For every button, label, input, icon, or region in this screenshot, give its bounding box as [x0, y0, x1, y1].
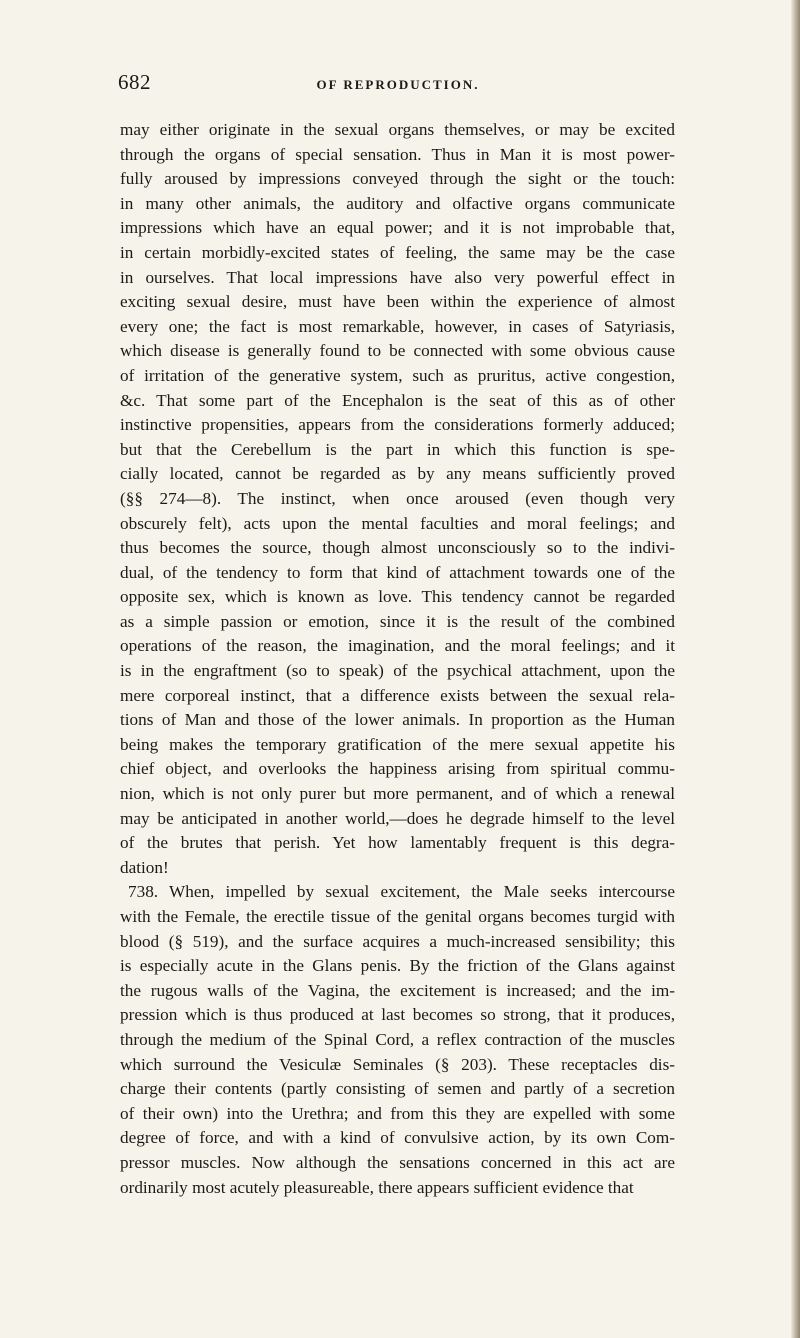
text-line: degree of force, and with a kind of convulsive action, by its own Com- [120, 1128, 675, 1148]
paragraph-start-738: 738. When, impelled by sexual excitement, the Male seeks intercourse [128, 882, 675, 902]
text-line: ordinarily most acutely pleasureable, there appears sufficient evidence that [120, 1177, 634, 1197]
text-line: may either originate in the sexual organs themselves, or may be excited [120, 120, 675, 139]
text-line: the rugous walls of the Vagina, the excitement is increased; and the im- [120, 980, 675, 1000]
running-head [118, 72, 678, 98]
text-line: through the organs of special sensation. Thus in Man it is most power- [120, 144, 675, 164]
text-line: (§§ 274—8). The instinct, when once aroused (even though very [120, 488, 675, 508]
text-line: mere corporeal instinct, that a difference exists between the sexual rela- [120, 685, 675, 705]
text-line: with the Female, the erectile tissue of the genital organs becomes turgid with [120, 907, 675, 926]
text-line: cially located, cannot be regarded as by any means sufficiently proved [120, 464, 675, 484]
text-line: blood (§ 519), and the surface acquires a much-increased sensibility; this [120, 931, 675, 951]
text-line: opposite sex, which is known as love. This tendency cannot be regarded [120, 587, 675, 607]
text-line: instinctive propensities, appears from the considerations formerly adduced; [120, 415, 675, 435]
text-line: pression which is thus produced at last becomes so strong, that it produces, [120, 1005, 675, 1025]
text-line: exciting sexual desire, must have been within the experience of almost [120, 292, 675, 312]
text-line: may be anticipated in another world,—does he degrade himself to the level [120, 808, 675, 828]
text-line: is in the engraftment (so to speak) of the psychical attachment, upon the [120, 661, 675, 681]
text-line: chief object, and overlooks the happiness arising from spiritual commu- [120, 759, 675, 779]
text-line: operations of the reason, the imagination, and the moral feelings; and it [120, 636, 675, 656]
text-line: of irritation of the generative system, such as pruritus, active congestion, [120, 365, 675, 385]
text-line: obscurely felt), acts upon the mental faculties and moral feelings; and [120, 513, 675, 533]
page-edge [791, 0, 800, 1338]
text-line: through the medium of the Spinal Cord, a reflex contraction of the muscles [120, 1029, 675, 1049]
text-line: every one; the fact is most remarkable, however, in cases of Satyriasis, [120, 316, 675, 336]
text-line: thus becomes the source, though almost unconsciously so to the indivi- [120, 538, 675, 558]
text-line: which disease is generally found to be connected with some obvious cause [120, 341, 675, 361]
text-line: in ourselves. That local impressions have also very powerful effect in [120, 267, 675, 287]
page-number: 682 [118, 70, 151, 94]
text-line: pressor muscles. Now although the sensations concerned in this act are [120, 1152, 675, 1172]
chapter-title: OF REPRODUCTION. [316, 77, 480, 92]
text-line: fully aroused by impressions conveyed through the sight or the touch: [120, 169, 675, 189]
text-line: tions of Man and those of the lower animals. In proportion as the Human [120, 710, 675, 730]
text-line: in certain morbidly-excited states of feeling, the same may be the case [120, 242, 675, 262]
text-line: nion, which is not only purer but more permanent, and of which a renewal [120, 784, 675, 804]
text-line: of their own) into the Urethra; and from this they are expelled with some [120, 1103, 675, 1123]
text-line: &c. That some part of the Encephalon is the seat of this as of other [120, 390, 675, 410]
text-line: as a simple passion or emotion, since it is the result of the combined [120, 611, 675, 631]
text-line: but that the Cerebellum is the part in which this function is spe- [120, 439, 675, 459]
text-line: dual, of the tendency to form that kind of attachment towards one of the [120, 562, 675, 582]
text-line: dation! [120, 857, 169, 877]
text-line: being makes the temporary gratification of the mere sexual appetite his [120, 734, 675, 754]
text-line: is especially acute in the Glans penis. By the friction of the Glans against [120, 956, 675, 976]
body-text [120, 118, 675, 1200]
text-line: charge their contents (partly consisting of semen and partly of a secretion [120, 1079, 675, 1099]
text-line: impressions which have an equal power; and it is not improbable that, [120, 218, 675, 238]
text-line: which surround the Vesiculæ Seminales (§ 203). These receptacles dis- [120, 1054, 675, 1074]
text-line: in many other animals, the auditory and olfactive organs communicate [120, 193, 675, 213]
text-line: of the brutes that perish. Yet how lamentably frequent is this degra- [120, 833, 675, 853]
